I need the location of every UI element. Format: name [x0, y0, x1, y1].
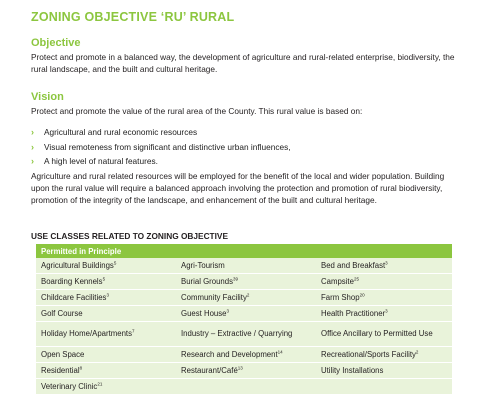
table-cell: Recreational/Sports Facility$^2$ — [316, 347, 452, 363]
table-header: Permitted in Principle — [36, 244, 452, 258]
table-row — [36, 363, 452, 379]
table-cell — [176, 379, 316, 395]
chevron-right-icon: › — [31, 127, 34, 137]
table-row — [36, 379, 452, 395]
table-cell: Golf Course — [36, 306, 176, 322]
table-cell: Community Facility$^2$ — [176, 290, 316, 306]
table-cell: Holiday Home/Apartments$^7$ — [36, 322, 176, 347]
table-cell: Residential$^8$ — [36, 363, 176, 379]
list-item: › A high level of natural features. — [31, 154, 291, 169]
objective-text: Protect and promote in a balanced way, the development of agriculture and rural-related enterprise, biodiversity, the rural landscape, and the built and cultural heritage. — [31, 52, 455, 74]
table-row — [36, 347, 452, 363]
vision-intro: Protect and promote the value of the rural area of the County. This rural value is based on: — [31, 106, 363, 116]
table-cell: Open Space — [36, 347, 176, 363]
table-row — [36, 322, 452, 347]
chevron-right-icon: › — [31, 156, 34, 166]
table-row — [36, 274, 452, 290]
use-classes-table — [36, 244, 452, 395]
table-cell: Research and Development$^{14}$ — [176, 347, 316, 363]
vision-body: Agriculture and rural related resources will be employed for the benefit of the local and wider population. Building upon the rural value will require a balanced approach involving the protection and promotion of rural biodiversity, promotion of the integrity of the landscape, and enhancement of the built and cultural heritage. — [31, 171, 445, 205]
table-cell: Bed and Breakfast$^3$ — [316, 258, 452, 274]
table-cell: Campsite$^{25}$ — [316, 274, 452, 290]
table-cell: Agricultural Buildings$^5$ — [36, 258, 176, 274]
table-cell: Childcare Facilities$^3$ — [36, 290, 176, 306]
list-item: › Visual remoteness from significant and distinctive urban influences, — [31, 140, 291, 155]
objective-heading: Objective — [31, 37, 81, 49]
table-cell: Industry – Extractive / Quarrying — [176, 322, 316, 347]
table-row — [36, 290, 452, 306]
use-classes-heading: USE CLASSES RELATED TO ZONING OBJECTIVE — [31, 231, 228, 241]
list-item: › Agricultural and rural economic resources — [31, 125, 291, 140]
chevron-right-icon: › — [31, 141, 34, 152]
table-cell: Burial Grounds$^{39}$ — [176, 274, 316, 290]
table-cell: Agri-Tourism — [176, 258, 316, 274]
table-row — [36, 306, 452, 322]
table-cell: Guest House$^3$ — [176, 306, 316, 322]
vision-bullet-list — [31, 125, 291, 169]
table-cell: Veterinary Clinic$^{21}$ — [36, 379, 176, 395]
table-cell — [316, 379, 452, 395]
table-cell: Boarding Kennels$^5$ — [36, 274, 176, 290]
table-cell: Restaurant/Café$^{13}$ — [176, 363, 316, 379]
table-cell: Health Practitioner$^3$ — [316, 306, 452, 322]
table-row — [36, 258, 452, 274]
table-cell: Office Ancillary to Permitted Use — [316, 322, 452, 347]
page-title: ZONING OBJECTIVE ‘RU’ RURAL — [31, 10, 235, 24]
table-cell: Utility Installations — [316, 363, 452, 379]
table-cell: Farm Shop$^{20}$ — [316, 290, 452, 306]
vision-heading: Vision — [31, 91, 64, 103]
